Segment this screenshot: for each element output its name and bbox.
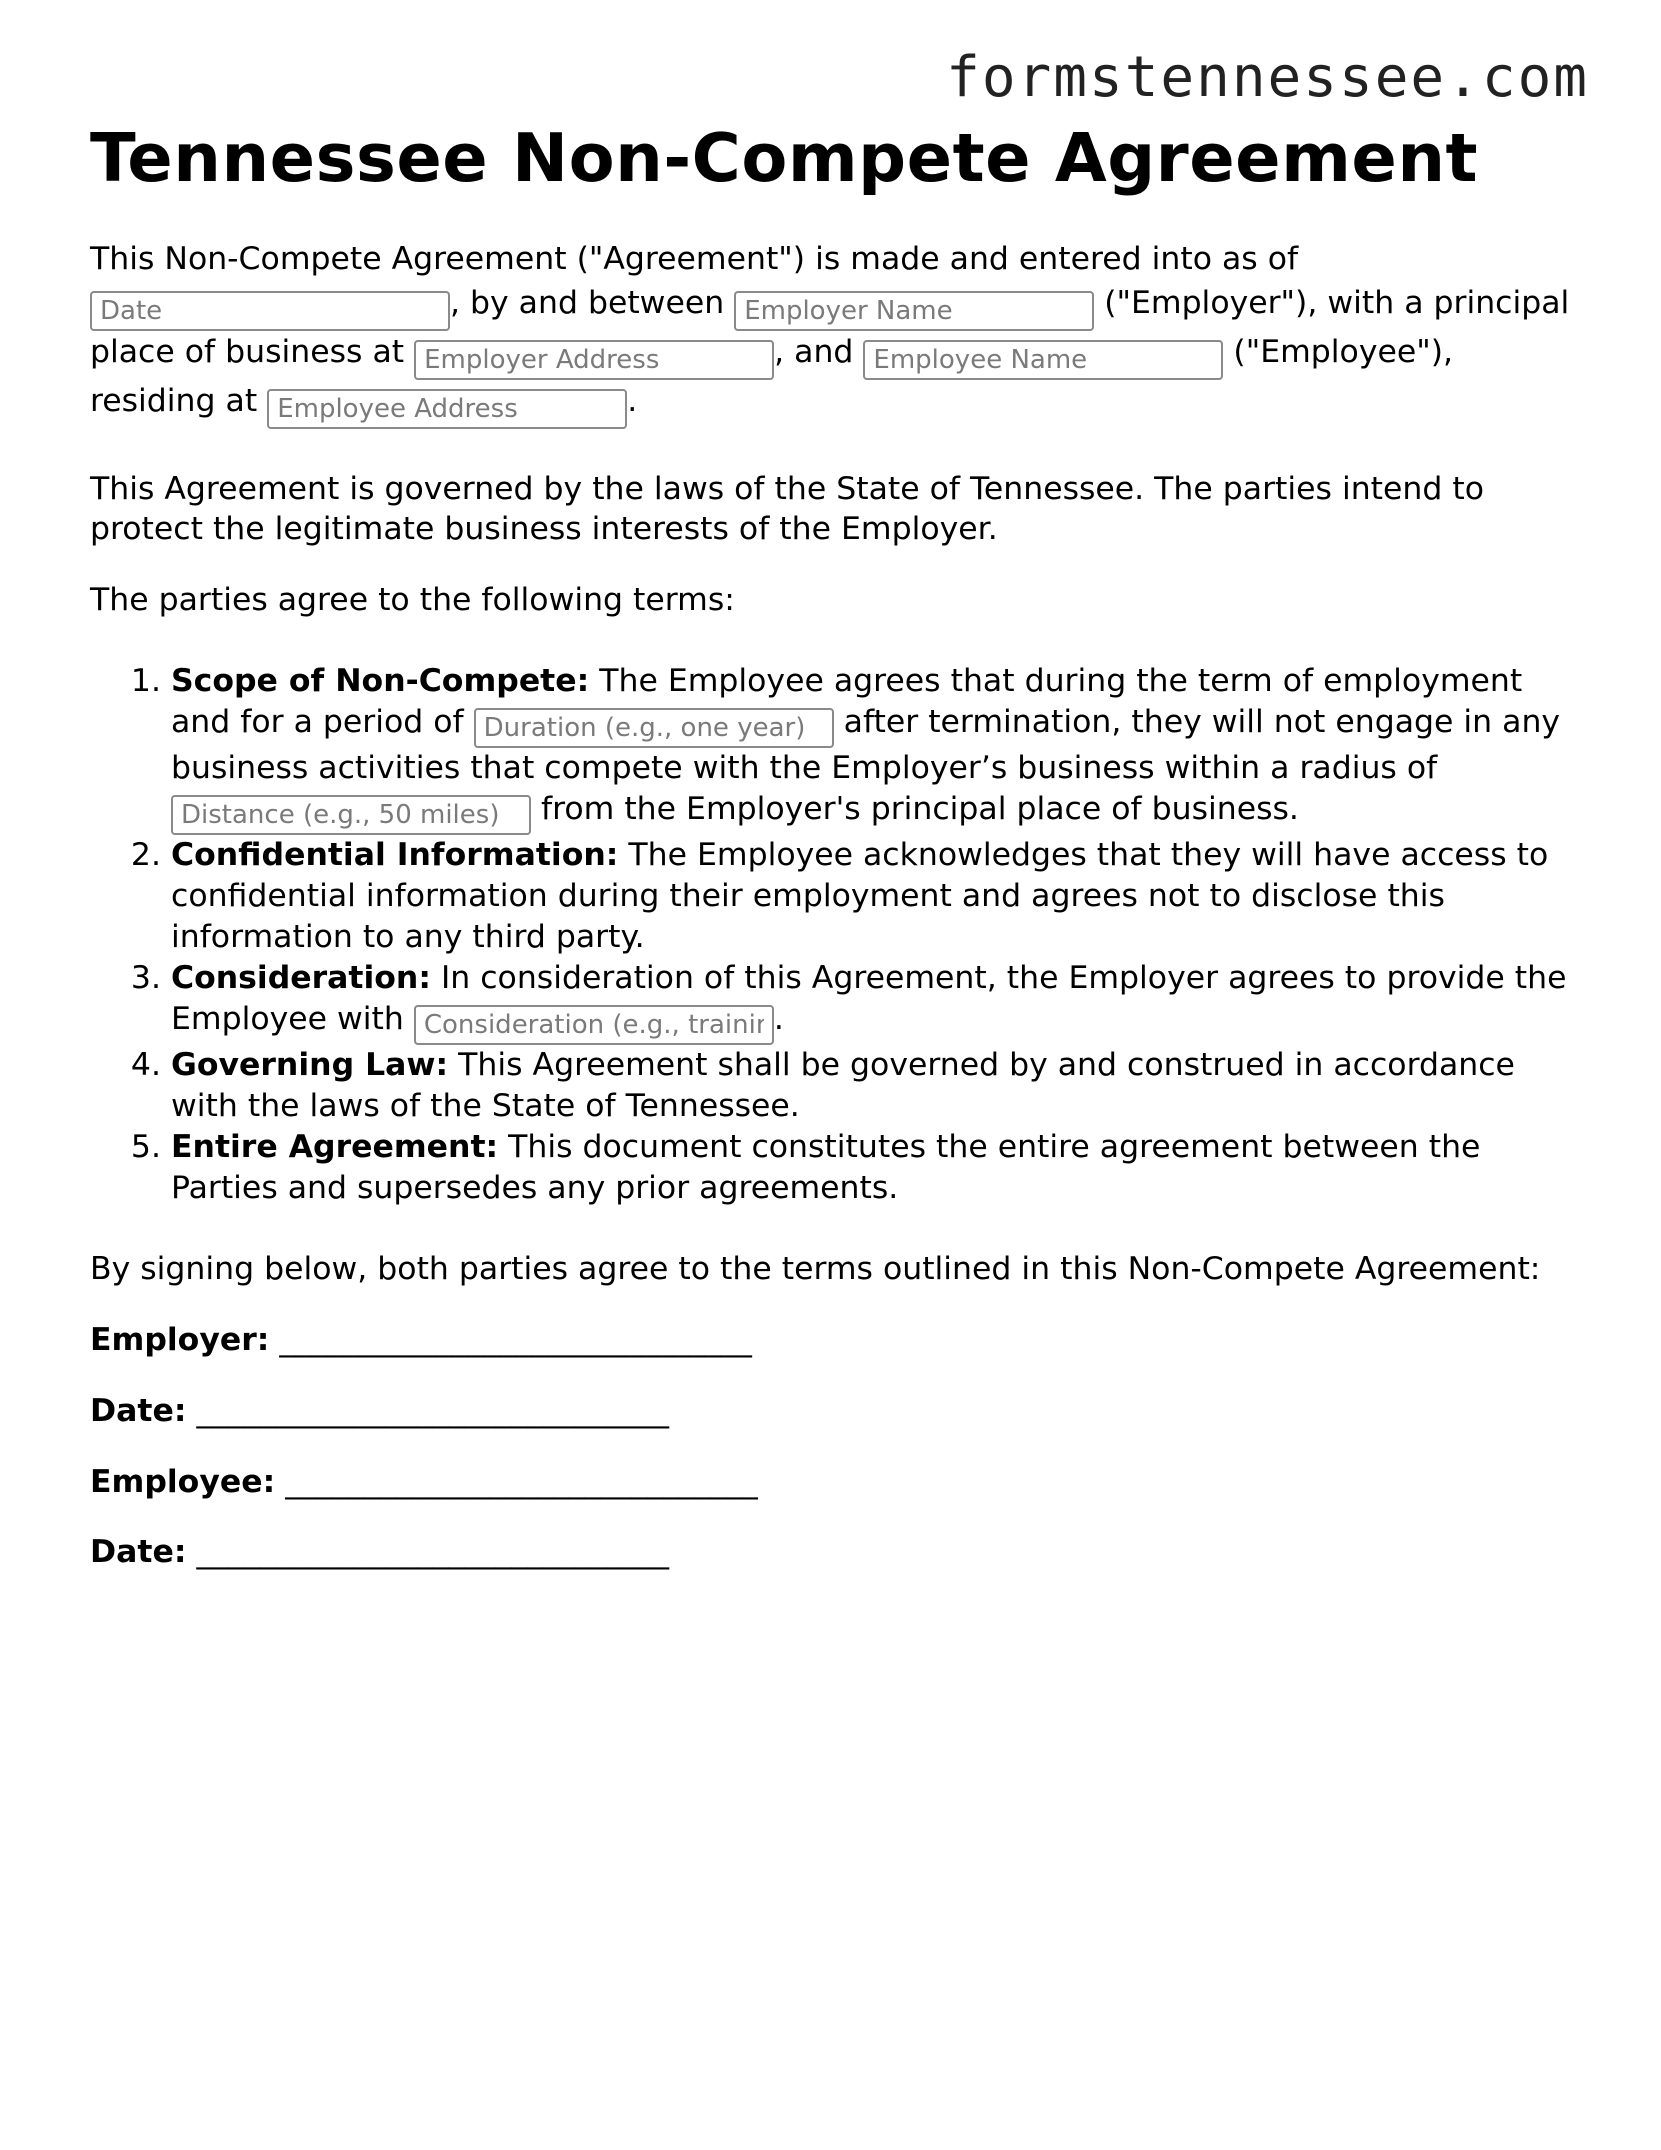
signature-date-1: [90, 1391, 1570, 1432]
intro-paragraph: [90, 238, 1570, 428]
term-confidential-text: The Employee acknowledges that they will have access to confidential information during their employment and agrees not to disclose this information to any third party.: [171, 837, 1549, 956]
consideration-field[interactable]: [414, 1005, 774, 1045]
signature-date-2: [90, 1532, 1570, 1573]
term-scope-heading: Scope of Non-Compete:: [171, 663, 590, 700]
employer-name-field[interactable]: [734, 291, 1094, 331]
closing-paragraph: By signing below, both parties agree to the terms outlined in this Non-Compete Agreement:: [90, 1250, 1541, 1287]
employer-signature-label: Employer:: [90, 1321, 270, 1358]
intro-text-6: .: [627, 382, 638, 419]
term-scope-text-3: from the Employer's principal place of business.: [531, 791, 1299, 828]
intro-text-4: , and: [774, 333, 864, 370]
signature-employee: [90, 1462, 1570, 1503]
employee-name-field[interactable]: [863, 340, 1223, 380]
term-governing-law-heading: Governing Law:: [171, 1046, 449, 1083]
term-entire-agreement-text: This document constitutes the entire agreement between the Parties and supersedes any prior agreements.: [171, 1128, 1481, 1206]
term-scope-text-2: after termination, they will not engage in any business activities that compete with the Employer’s business within a radius of: [171, 704, 1561, 787]
term-entire-agreement-heading: Entire Agreement:: [171, 1128, 499, 1165]
terms-intro: The parties agree to the following terms:: [90, 582, 735, 619]
term-consideration-heading: Consideration:: [171, 960, 431, 997]
date-2-label: Date:: [90, 1534, 187, 1571]
term-governing-law: [171, 1045, 1570, 1127]
term-confidential: [171, 835, 1570, 958]
employee-signature-line[interactable]: ______________________________: [285, 1463, 758, 1500]
duration-field[interactable]: [474, 708, 834, 748]
document-body: [90, 118, 1570, 1603]
employee-signature-label: Employee:: [90, 1463, 276, 1500]
term-scope: [171, 661, 1570, 835]
intro-text-3: ("Employer"), with a principal place of business at: [90, 284, 1570, 370]
intro-text-5: ("Employee"), residing at: [90, 333, 1454, 419]
term-entire-agreement: [171, 1127, 1570, 1209]
site-watermark: formstennessee.com: [946, 45, 1589, 110]
date-1-label: Date:: [90, 1392, 187, 1429]
term-governing-law-text: This Agreement shall be governed by and construed in accordance with the laws of the State of Tennessee.: [171, 1046, 1515, 1124]
term-consideration: [171, 958, 1570, 1045]
date-2-line[interactable]: ______________________________: [196, 1534, 669, 1571]
date-1-line[interactable]: ______________________________: [196, 1392, 669, 1429]
terms-list: [90, 661, 1570, 1208]
employee-address-field[interactable]: [267, 389, 627, 429]
term-consideration-text-1: In consideration of this Agreement, the Employer agrees to provide the Employee with: [171, 960, 1567, 1037]
employer-signature-line[interactable]: ______________________________: [279, 1321, 752, 1358]
term-confidential-heading: Confidential Information:: [171, 837, 619, 874]
employer-address-field[interactable]: [414, 340, 774, 380]
term-scope-text-1: The Employee agrees that during the term of employment and for a period of: [171, 663, 1523, 741]
term-consideration-text-2: .: [773, 1000, 784, 1037]
date-field[interactable]: [90, 291, 450, 331]
governing-paragraph: This Agreement is governed by the laws of the State of Tennessee. The parties intend to protect the legitimate business interests of the Employer.: [90, 470, 1484, 548]
intro-text-1: This Non-Compete Agreement ("Agreement") is made and entered into as of: [90, 241, 1299, 278]
intro-text-2: , by and between: [450, 284, 735, 321]
distance-field[interactable]: [171, 795, 531, 835]
document-title: Tennessee Non-Compete Agreement: [90, 119, 1479, 197]
signature-employer: [90, 1320, 1570, 1361]
